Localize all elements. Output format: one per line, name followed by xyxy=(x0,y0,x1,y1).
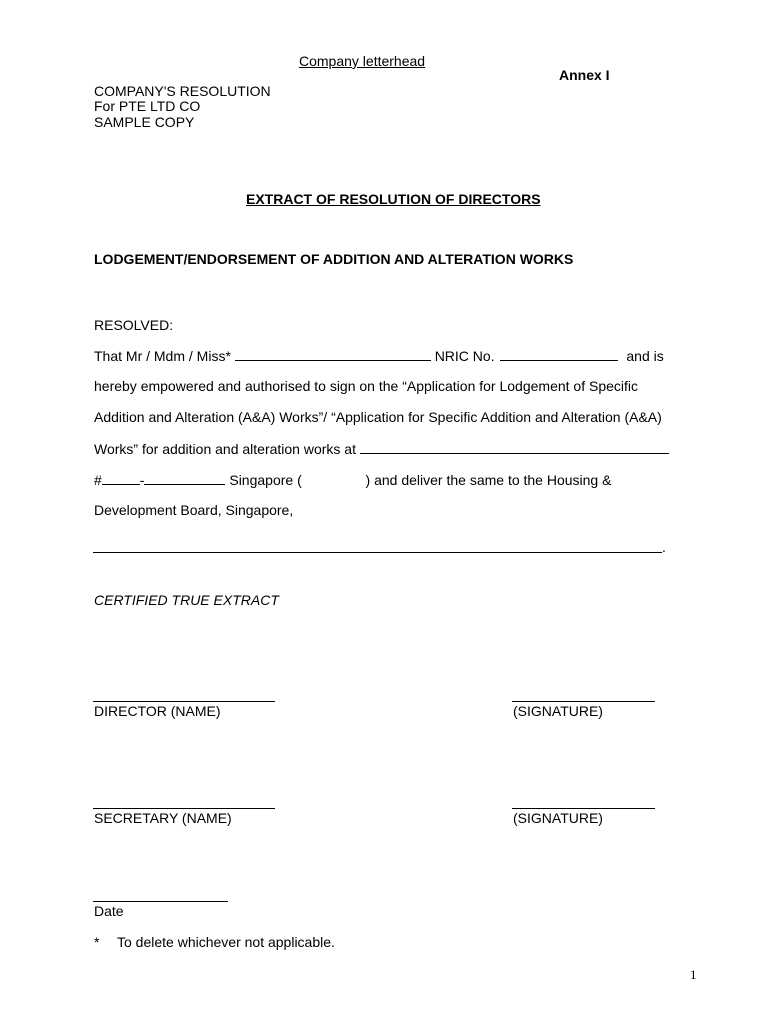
annex-label: Annex I xyxy=(559,67,610,83)
page-number: 1 xyxy=(690,967,697,982)
date-line[interactable] xyxy=(93,901,228,902)
date-label: Date xyxy=(94,903,124,919)
director-name-line[interactable] xyxy=(93,701,275,702)
certified-label: CERTIFIED TRUE EXTRACT xyxy=(94,592,279,608)
letterhead-label: Company letterhead xyxy=(299,53,426,69)
nric-label: NRIC No. xyxy=(434,348,495,364)
body-line-3: Addition and Alteration (A&A) Works”/ “Application for Specific Addition and Alteration (A&A) xyxy=(94,409,662,425)
body-line-4 xyxy=(94,440,669,457)
secretary-signature-line[interactable] xyxy=(512,808,655,809)
body-line-7-period: . xyxy=(662,539,666,555)
footnote-text: To delete whichever not applicable. xyxy=(117,934,335,950)
header-line-2: For PTE LTD CO xyxy=(94,98,201,114)
director-label: DIRECTOR (NAME) xyxy=(94,703,221,719)
document-subtitle: LODGEMENT/ENDORSEMENT OF ADDITION AND ALTERATION WORKS xyxy=(94,251,574,267)
and-is-text: and is xyxy=(626,348,664,364)
address-blank[interactable] xyxy=(360,440,669,454)
deliver-text: ) and deliver the same to the Housing & xyxy=(365,472,612,488)
works-at-text: Works” for addition and alteration works at xyxy=(94,441,356,457)
secretary-signature-label: (SIGNATURE) xyxy=(513,810,603,826)
body-line-5 xyxy=(94,471,611,488)
footnote-mark: * xyxy=(94,934,100,950)
singapore-text: Singapore ( xyxy=(229,472,302,488)
secretary-label: SECRETARY (NAME) xyxy=(94,810,232,826)
name-prefix-text: That Mr / Mdm / Miss* xyxy=(94,348,231,364)
header-line-1: COMPANY'S RESOLUTION xyxy=(94,83,271,99)
unit-number-blank[interactable] xyxy=(144,471,225,485)
body-line-1 xyxy=(94,347,664,364)
body-line-2: hereby empowered and authorised to sign on the “Application for Lodgement of Specific xyxy=(94,378,639,394)
body-blank-line[interactable] xyxy=(93,552,662,553)
body-line-6: Development Board, Singapore, xyxy=(94,502,294,518)
hash-text: # xyxy=(94,472,102,488)
resolved-label: RESOLVED: xyxy=(94,317,174,333)
director-signature-line[interactable] xyxy=(512,701,655,702)
nric-blank[interactable] xyxy=(500,347,618,361)
director-signature-label: (SIGNATURE) xyxy=(513,703,603,719)
dash-text: - xyxy=(139,472,145,488)
document-title: EXTRACT OF RESOLUTION OF DIRECTORS xyxy=(246,191,541,207)
secretary-name-line[interactable] xyxy=(93,808,275,809)
unit-floor-blank[interactable] xyxy=(102,471,140,485)
header-line-3: SAMPLE COPY xyxy=(94,114,195,130)
name-blank[interactable] xyxy=(235,347,431,361)
